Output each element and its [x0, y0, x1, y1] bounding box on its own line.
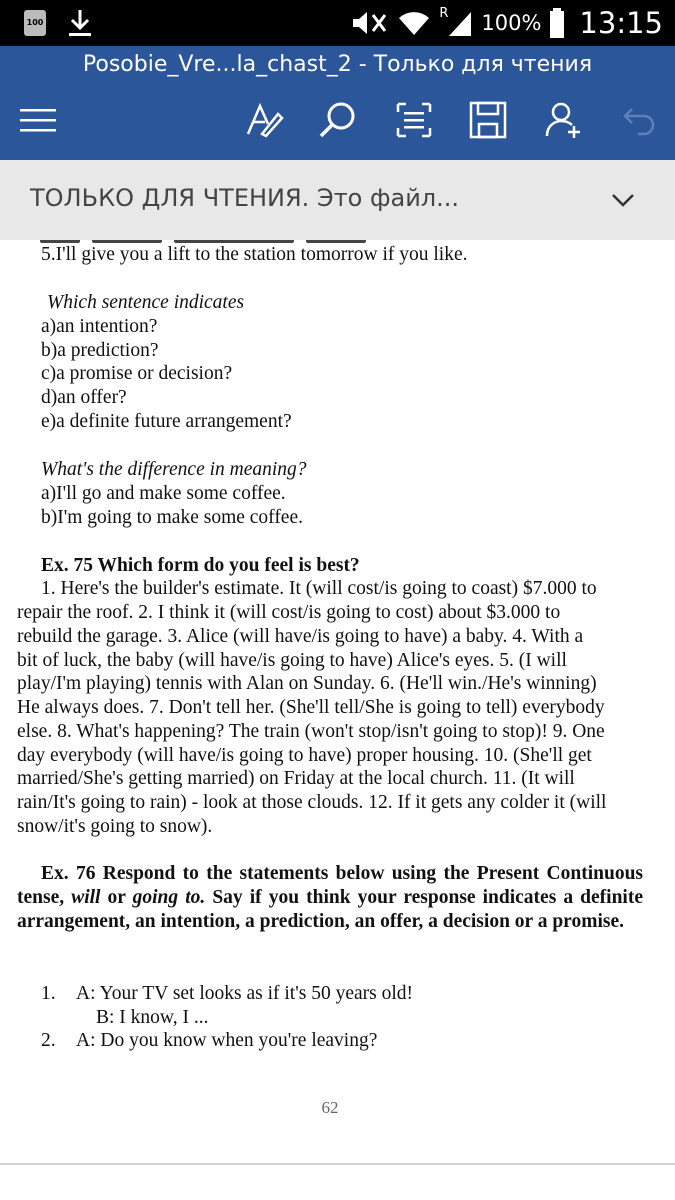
save-icon[interactable]	[468, 100, 508, 140]
share-person-icon[interactable]	[544, 100, 584, 140]
list-text: B: I know, I ...	[96, 1007, 209, 1028]
undo-icon[interactable]	[618, 100, 658, 140]
list-item: c)a promise or decision?	[41, 363, 233, 384]
ex75-line: married/She's getting married) on Friday at the local church. 11. (It will	[17, 768, 575, 789]
page-number: 62	[321, 1098, 339, 1117]
reading-view-icon[interactable]	[394, 100, 434, 140]
doc-line-5: 5.I'll give you a lift to the station tomorrow if you like.	[41, 244, 468, 265]
ex76-will: will	[71, 886, 101, 908]
ex75-line: snow/it's going to snow).	[17, 816, 213, 837]
list-text: A: Your TV set looks as if it's 50 years old!	[76, 983, 414, 1004]
ex76-going-to: going to.	[132, 886, 206, 908]
list-item: a)an intention?	[41, 316, 158, 337]
list-item: d)an offer?	[41, 387, 127, 408]
clock: 13:15	[579, 6, 663, 40]
mute-icon	[349, 9, 389, 37]
ex75-line: else. 8. What's happening? The train (won't stop/isn't going to stop)! 9. One	[17, 721, 605, 742]
exercise-75-heading: Ex. 75 Which form do you feel is best?	[41, 555, 360, 576]
ex76-prefix: Ex. 76 Respond to the statements below using the Present Continuous tense,	[17, 863, 643, 908]
search-icon[interactable]	[318, 100, 358, 140]
ex75-line: 1. Here's the builder's estimate. It (will cost/is going to coast) $7.000 to	[41, 578, 597, 599]
download-icon	[66, 8, 94, 38]
exercise-76-instructions	[17, 862, 643, 933]
ex75-line: repair the roof. 2. I think it (will cost/is going to cost) about $3.000 to	[17, 602, 561, 623]
ex76-rest: Say if you think your response indicates a definite arrangement, an intention, a prediction, an offer, a decision or a promise.	[17, 886, 643, 932]
document-title: Posobie_Vre...la_chast_2 - Только для чтения	[82, 52, 593, 77]
list-item	[96, 1006, 208, 1030]
ex75-line: day everybody (will have/is going to have) proper housing. 10. (She'll get	[17, 745, 592, 766]
status-bar	[0, 0, 675, 46]
wifi-icon	[397, 9, 431, 37]
list-item: e)a definite future arrangement?	[41, 411, 292, 432]
list-item: b)a prediction?	[41, 340, 159, 361]
read-only-banner[interactable]	[0, 160, 675, 240]
list-item	[41, 982, 413, 1006]
battery-percent: 100%	[481, 11, 542, 35]
which-sentence-heading: Which sentence indicates	[47, 292, 245, 313]
difference-heading: What's the difference in meaning?	[41, 459, 307, 480]
ex75-line: bit of luck, the baby (will have/is going to have) Alice's eyes. 5. (I will	[17, 650, 567, 671]
list-text: A: Do you know when you're leaving?	[76, 1030, 378, 1051]
page-divider	[0, 1163, 675, 1165]
ex75-line: rain/It's going to rain) - look at those clouds. 12. If it gets any colder it (will	[17, 792, 607, 813]
battery-icon	[549, 8, 565, 38]
list-number: 2.	[41, 1030, 56, 1051]
cell-signal-icon	[439, 8, 473, 38]
ex75-line: rebuild the garage. 3. Alice (will have/is going to have) a baby. 4. With a	[17, 626, 584, 647]
list-number: 1.	[41, 983, 56, 1004]
status-right	[349, 0, 663, 46]
banner-text: ТОЛЬКО ДЛЯ ЧТЕНИЯ. Это файл...	[30, 184, 460, 212]
hamburger-menu-icon[interactable]	[18, 100, 58, 140]
ex76-or: or	[107, 886, 126, 908]
signal-label: R	[439, 6, 449, 21]
document-page[interactable]	[0, 240, 675, 1165]
edit-pen-icon[interactable]	[244, 100, 284, 140]
notification-badge-icon: 100	[24, 10, 46, 36]
chevron-down-icon[interactable]	[608, 185, 638, 215]
list-item: a)I'll go and make some coffee.	[41, 483, 286, 504]
list-item: b)I'm going to make some coffee.	[41, 507, 303, 528]
list-item	[41, 1029, 377, 1053]
ex75-line: play/I'm playing) tennis with Alan on Sunday. 6. (He'll win./He's winning)	[17, 673, 597, 694]
ex75-line: He always does. 7. Don't tell her. (She'll tell/She is going to tell) everybody	[17, 697, 605, 718]
app-header	[0, 46, 675, 160]
